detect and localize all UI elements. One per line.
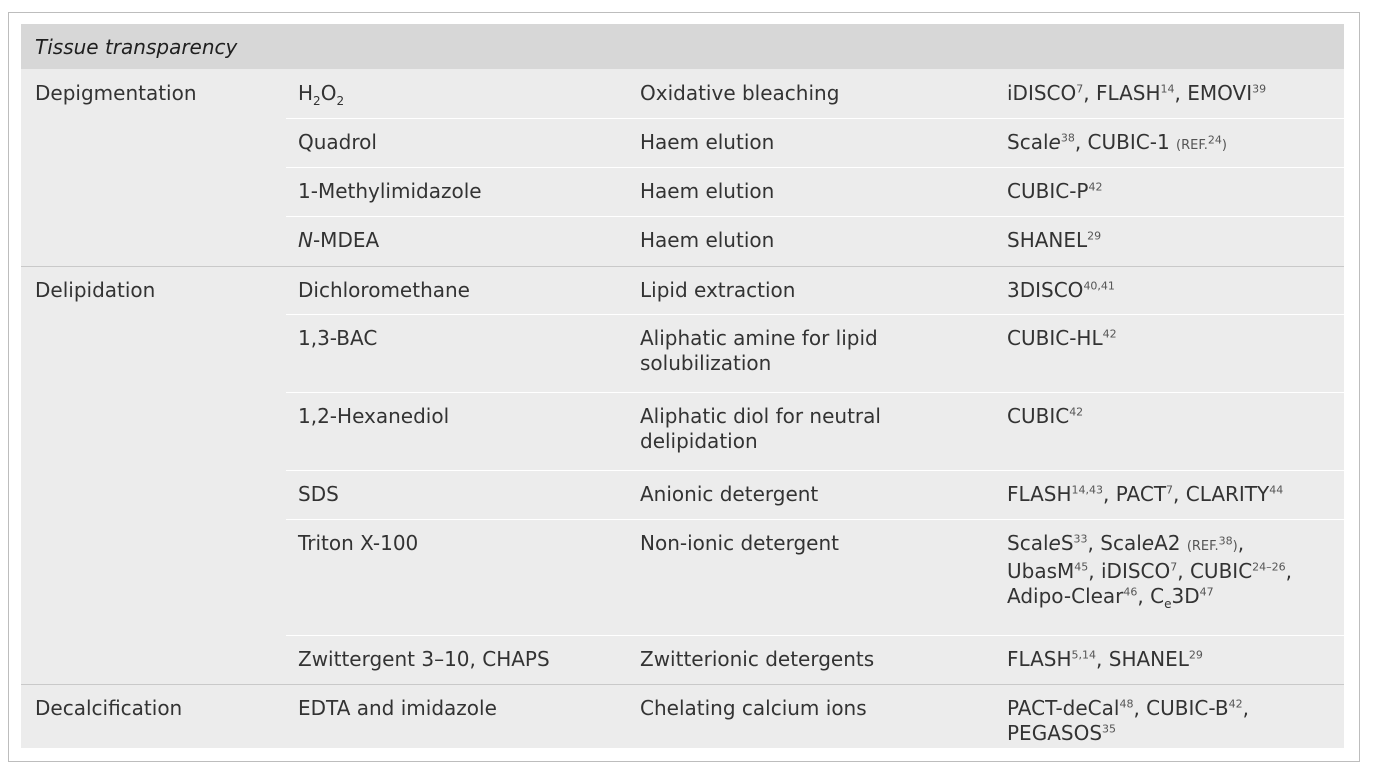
methods-cell: Scale$^{38}$, CUBIC-1 (REF.$^{24}$) [1007,130,1227,154]
group-divider [21,266,1344,267]
methods-cell: CUBIC$^{42}$ [1007,404,1084,428]
methods-cell: SHANEL$^{29}$ [1007,228,1102,252]
methods-cell: 3DISCO$^{40,41}$ [1007,278,1115,302]
row-divider [286,519,1344,520]
mechanism-cell: Haem elution [640,179,775,203]
agent-cell: SDS [298,482,339,506]
agent-cell: 1,2-Hexanediol [298,404,450,428]
mechanism-cell: Haem elution [640,228,775,252]
agent-cell: Triton X-100 [298,531,419,555]
methods-cell: FLASH$^{5,14}$, SHANEL$^{29}$ [1007,647,1203,671]
agent-cell: N-MDEA [298,228,380,252]
mechanism-cell: Oxidative bleaching [640,81,840,105]
mechanism-cell: Chelating calcium ions [640,696,867,720]
row-divider [286,167,1344,168]
row-divider [286,216,1344,217]
row-divider [286,470,1344,471]
group-label-decalcification: Decalcification [35,696,183,720]
mechanism-cell: Non-ionic detergent [640,531,840,555]
mechanism-cell: Anionic detergent [640,482,819,506]
methods-cell: ScaleS$^{33}$, ScaleA2 (REF.$^{38}$), UbasM$^{45}$, iDISCO$^7$, CUBIC$^{24-26}$, Adipo-Clear$^{46}$, $C_e3D^{47}$ [1007,531,1293,611]
mechanism-cell: Haem elution [640,130,775,154]
row-divider [286,118,1344,119]
agent-cell: Quadrol [298,130,377,154]
mechanism-cell: Zwitterionic detergents [640,647,875,671]
mechanism-cell: Lipid extraction [640,278,796,302]
table-frame [8,12,1360,762]
row-divider [286,635,1344,636]
row-divider [286,314,1344,315]
mechanism-cell: Aliphatic amine for lipid solubilization [640,326,878,375]
agent-cell: Dichloromethane [298,278,470,302]
table-header [21,24,1344,69]
methods-cell: CUBIC-$P^{42}$ [1007,179,1103,203]
methods-cell: FLASH$^{14,43}$, PACT$^7$, CLARITY$^{44}$ [1007,482,1284,506]
methods-cell: iDISCO$^7$, FLASH$^{14}$, EMOVI$^{39}$ [1007,81,1267,105]
agent-cell: 1-Methylimidazole [298,179,482,203]
table-title: Tissue transparency [35,34,238,59]
row-divider [286,392,1344,393]
methods-cell: PACT-deCal$^{48}$, CUBIC-$B^{42}$, PEGASOS$^{35}$ [1007,696,1249,745]
group-label-depigmentation: Depigmentation [35,81,197,105]
agent-cell: 1,3-BAC [298,326,378,350]
mechanism-cell: Aliphatic diol for neutral delipidation [640,404,881,453]
agent-cell: EDTA and imidazole [298,696,497,720]
group-label-delipidation: Delipidation [35,278,156,302]
table-panel [21,24,1344,748]
group-divider [21,684,1344,685]
agent-cell: Zwittergent 3–10, CHAPS [298,647,550,671]
agent-cell: $H_2O_2$ [298,81,345,108]
methods-cell: CUBIC-HL$^{42}$ [1007,326,1117,350]
